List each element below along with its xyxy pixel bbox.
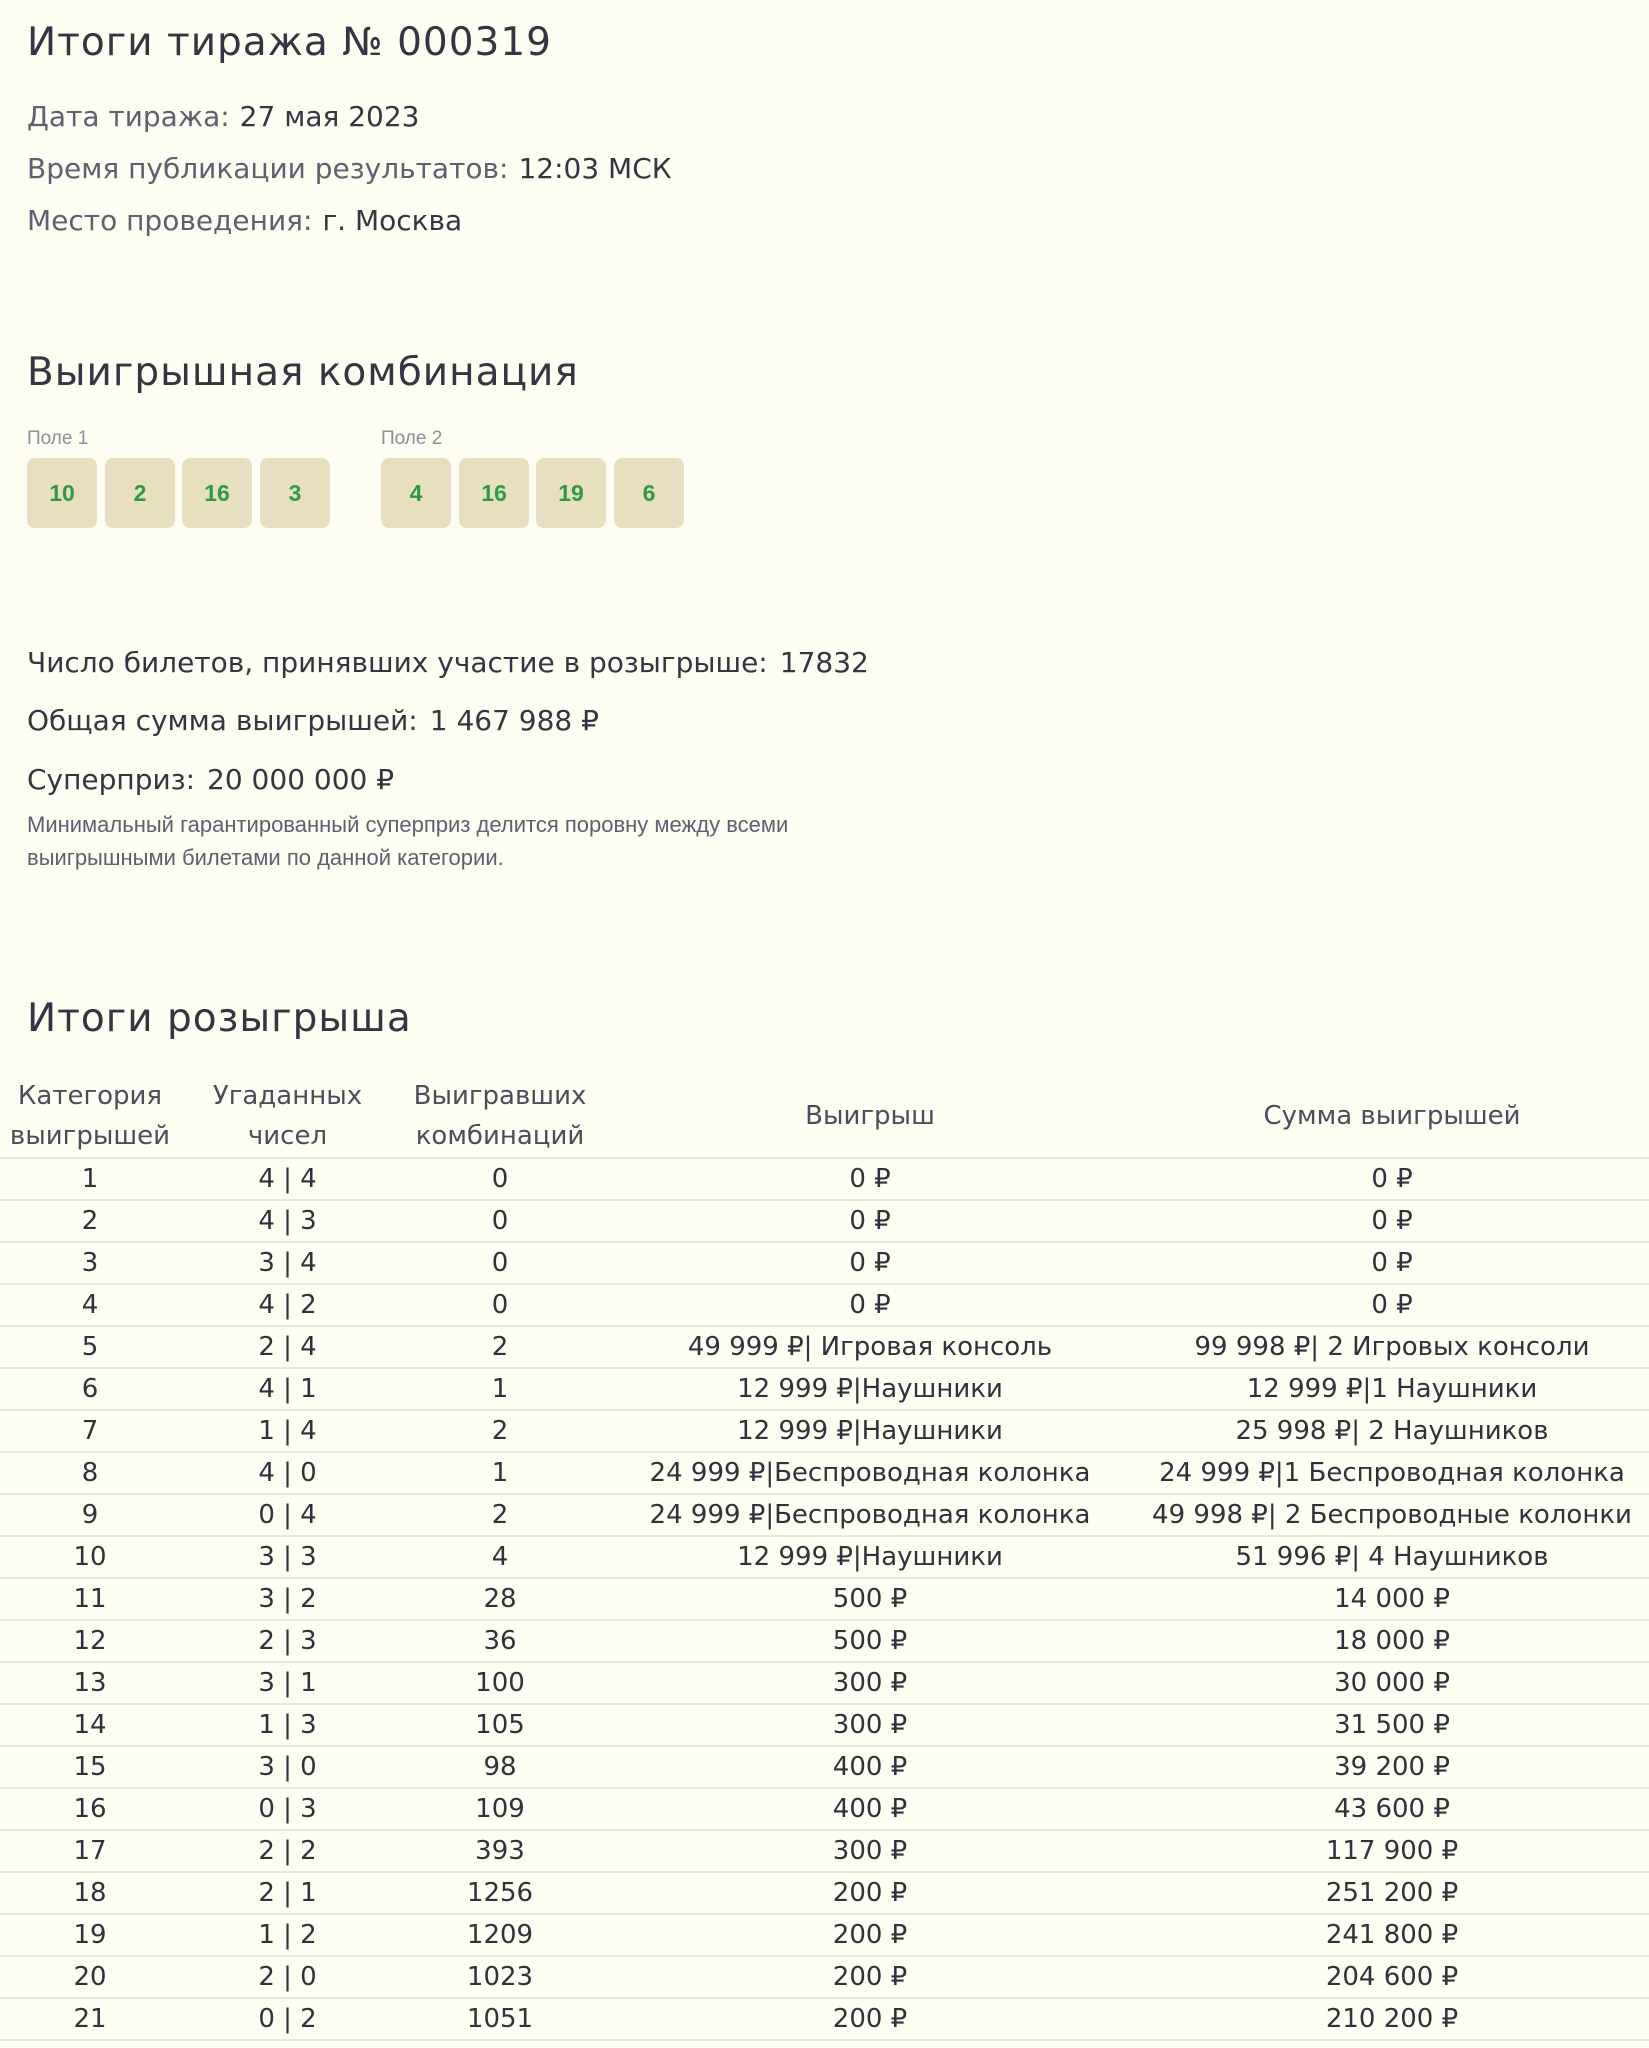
guessed-cell: 3 | 0 [180, 1746, 395, 1788]
draw-date-row [27, 100, 419, 133]
column-header-category: Категория выигрышей [0, 1074, 180, 1158]
prize-cell: 400 ₽ [605, 1746, 1135, 1788]
field1-label: Поле 1 [27, 428, 89, 449]
prize-cell: 200 ₽ [605, 1956, 1135, 1998]
table-row [0, 1872, 1649, 1914]
winning-combos-cell: 98 [395, 1746, 605, 1788]
guessed-cell: 4 | 3 [180, 1200, 395, 1242]
winning-combos-cell: 1023 [395, 1956, 605, 1998]
prize-sum-cell: 25 998 ₽| 2 Наушников [1135, 1410, 1649, 1452]
prize-sum-cell: 210 200 ₽ [1135, 1998, 1649, 2040]
category-cell: 9 [0, 1494, 180, 1536]
prize-sum-cell: 39 200 ₽ [1135, 1746, 1649, 1788]
category-cell: 19 [0, 1914, 180, 1956]
prize-cell: 49 999 ₽| Игровая консоль [605, 1326, 1135, 1368]
guessed-cell: 0 | 3 [180, 1788, 395, 1830]
field2-number: 6 [614, 458, 684, 528]
winning-combos-cell: 1051 [395, 1998, 605, 2040]
winning-combos-cell: 1 [395, 1452, 605, 1494]
winning-combos-cell: 1256 [395, 1872, 605, 1914]
prize-sum-cell: 12 999 ₽|1 Наушники [1135, 1368, 1649, 1410]
prize-cell: 0 ₽ [605, 1284, 1135, 1326]
table-row [0, 1158, 1649, 1200]
prize-cell: 24 999 ₽|Беспроводная колонка [605, 1494, 1135, 1536]
winning-combos-cell: 4 [395, 1536, 605, 1578]
superprize-row [27, 763, 394, 796]
table-row [0, 1284, 1649, 1326]
total-winnings-row [27, 704, 599, 737]
guessed-cell: 4 | 4 [180, 1158, 395, 1200]
guessed-cell: 4 | 0 [180, 1452, 395, 1494]
guessed-cell: 2 | 4 [180, 1326, 395, 1368]
column-header-prize: Выигрыш [605, 1074, 1135, 1158]
superprize-label: Суперприз: [27, 763, 196, 796]
prize-sum-cell: 49 998 ₽| 2 Беспроводные колонки [1135, 1494, 1649, 1536]
prize-sum-cell: 43 600 ₽ [1135, 1788, 1649, 1830]
total-winnings-label: Общая сумма выигрышей: [27, 704, 418, 737]
prize-cell: 300 ₽ [605, 1830, 1135, 1872]
place-value: г. Москва [322, 204, 463, 237]
guessed-cell: 2 | 0 [180, 1956, 395, 1998]
table-row [0, 1578, 1649, 1620]
table-row [0, 1746, 1649, 1788]
category-cell: 15 [0, 1746, 180, 1788]
winning-combos-cell: 393 [395, 1830, 605, 1872]
publish-time-label: Время публикации результатов: [27, 152, 509, 185]
table-row [0, 1326, 1649, 1368]
category-cell: 7 [0, 1410, 180, 1452]
winning-combos-cell: 100 [395, 1662, 605, 1704]
table-row [0, 1620, 1649, 1662]
table-row [0, 1830, 1649, 1872]
table-row [0, 1704, 1649, 1746]
prize-cell: 300 ₽ [605, 1704, 1135, 1746]
prize-cell: 400 ₽ [605, 1788, 1135, 1830]
draw-date-label: Дата тиража: [27, 100, 230, 133]
place-label: Место проведения: [27, 204, 313, 237]
guessed-cell: 4 | 1 [180, 1368, 395, 1410]
table-row [0, 1452, 1649, 1494]
field1-number: 10 [27, 458, 97, 528]
field2-number: 4 [381, 458, 451, 528]
prize-sum-cell: 0 ₽ [1135, 1200, 1649, 1242]
superprize-value: 20 000 000 ₽ [207, 763, 395, 796]
guessed-cell: 0 | 2 [180, 1998, 395, 2040]
prize-sum-cell: 0 ₽ [1135, 1158, 1649, 1200]
place-row [27, 204, 462, 237]
prize-cell: 24 999 ₽|Беспроводная колонка [605, 1452, 1135, 1494]
table-row [0, 1536, 1649, 1578]
superprize-note: Минимальный гарантированный суперприз делится поровну между всеми выигрышными билетами по данной категории. [27, 812, 789, 870]
guessed-cell: 0 | 4 [180, 1494, 395, 1536]
prize-cell: 0 ₽ [605, 1158, 1135, 1200]
field2-number: 16 [459, 458, 529, 528]
tickets-row [27, 646, 869, 679]
field1-number: 2 [105, 458, 175, 528]
guessed-cell: 4 | 2 [180, 1284, 395, 1326]
table-row [0, 1242, 1649, 1284]
guessed-cell: 3 | 4 [180, 1242, 395, 1284]
category-cell: 11 [0, 1578, 180, 1620]
table-row [0, 1956, 1649, 1998]
prize-cell: 200 ₽ [605, 1914, 1135, 1956]
table-row [0, 1410, 1649, 1452]
winning-combos-cell: 1209 [395, 1914, 605, 1956]
field1-number: 16 [182, 458, 252, 528]
category-cell: 8 [0, 1452, 180, 1494]
results-body [0, 1158, 1649, 2040]
category-cell: 5 [0, 1326, 180, 1368]
results-title: Итоги розыгрыша [27, 996, 412, 1041]
winning-combos-cell: 2 [395, 1410, 605, 1452]
prize-sum-cell: 30 000 ₽ [1135, 1662, 1649, 1704]
category-cell: 18 [0, 1872, 180, 1914]
category-cell: 16 [0, 1788, 180, 1830]
category-cell: 10 [0, 1536, 180, 1578]
guessed-cell: 1 | 4 [180, 1410, 395, 1452]
category-cell: 12 [0, 1620, 180, 1662]
tickets-label: Число билетов, принявших участие в розыгрыше: [27, 646, 768, 679]
prize-cell: 0 ₽ [605, 1200, 1135, 1242]
prize-sum-cell: 117 900 ₽ [1135, 1830, 1649, 1872]
prize-sum-cell: 241 800 ₽ [1135, 1914, 1649, 1956]
draw-date-value: 27 мая 2023 [239, 100, 420, 133]
guessed-cell: 2 | 1 [180, 1872, 395, 1914]
prize-sum-cell: 24 999 ₽|1 Беспроводная колонка [1135, 1452, 1649, 1494]
prize-sum-cell: 31 500 ₽ [1135, 1704, 1649, 1746]
prize-cell: 300 ₽ [605, 1662, 1135, 1704]
table-row [0, 1368, 1649, 1410]
category-cell: 3 [0, 1242, 180, 1284]
prize-sum-cell: 0 ₽ [1135, 1242, 1649, 1284]
guessed-cell: 3 | 3 [180, 1536, 395, 1578]
prize-cell: 500 ₽ [605, 1620, 1135, 1662]
guessed-cell: 2 | 3 [180, 1620, 395, 1662]
table-row [0, 1200, 1649, 1242]
category-cell: 21 [0, 1998, 180, 2040]
winning-combos-cell: 0 [395, 1284, 605, 1326]
prize-cell: 200 ₽ [605, 1872, 1135, 1914]
category-cell: 4 [0, 1284, 180, 1326]
category-cell: 17 [0, 1830, 180, 1872]
table-row [0, 1662, 1649, 1704]
table-row [0, 1494, 1649, 1536]
category-cell: 6 [0, 1368, 180, 1410]
column-header-guessed: Угаданных чисел [180, 1074, 395, 1158]
category-cell: 2 [0, 1200, 180, 1242]
prize-sum-cell: 204 600 ₽ [1135, 1956, 1649, 1998]
table-header-row [0, 1074, 1649, 1158]
results-table [0, 1074, 1649, 2041]
winning-combos-cell: 105 [395, 1704, 605, 1746]
winning-combos-cell: 0 [395, 1158, 605, 1200]
total-winnings-value: 1 467 988 ₽ [429, 704, 599, 737]
table-row [0, 1788, 1649, 1830]
guessed-cell: 1 | 2 [180, 1914, 395, 1956]
table-row [0, 1914, 1649, 1956]
winning-combos-cell: 1 [395, 1368, 605, 1410]
prize-cell: 200 ₽ [605, 1998, 1135, 2040]
field2-label: Поле 2 [381, 428, 443, 449]
column-header-winning-combos: Выигравших комбинаций [395, 1074, 605, 1158]
category-cell: 1 [0, 1158, 180, 1200]
guessed-cell: 3 | 1 [180, 1662, 395, 1704]
tickets-value: 17832 [779, 646, 869, 679]
category-cell: 13 [0, 1662, 180, 1704]
prize-sum-cell: 0 ₽ [1135, 1284, 1649, 1326]
guessed-cell: 1 | 3 [180, 1704, 395, 1746]
prize-cell: 12 999 ₽|Наушники [605, 1368, 1135, 1410]
category-cell: 14 [0, 1704, 180, 1746]
winning-combination-title: Выигрышная комбинация [27, 350, 579, 395]
prize-sum-cell: 51 996 ₽| 4 Наушников [1135, 1536, 1649, 1578]
publish-time-value: 12:03 МСК [518, 152, 672, 185]
prize-cell: 0 ₽ [605, 1242, 1135, 1284]
winning-combos-cell: 28 [395, 1578, 605, 1620]
prize-cell: 12 999 ₽|Наушники [605, 1410, 1135, 1452]
winning-combos-cell: 36 [395, 1620, 605, 1662]
page-title: Итоги тиража № 000319 [27, 20, 552, 65]
winning-combos-cell: 2 [395, 1326, 605, 1368]
publish-time-row [27, 152, 672, 185]
prize-sum-cell: 18 000 ₽ [1135, 1620, 1649, 1662]
winning-combos-cell: 2 [395, 1494, 605, 1536]
prize-sum-cell: 251 200 ₽ [1135, 1872, 1649, 1914]
category-cell: 20 [0, 1956, 180, 1998]
guessed-cell: 2 | 2 [180, 1830, 395, 1872]
column-header-prize-sum: Сумма выигрышей [1135, 1074, 1649, 1158]
field2-number: 19 [536, 458, 606, 528]
winning-combos-cell: 0 [395, 1242, 605, 1284]
guessed-cell: 3 | 2 [180, 1578, 395, 1620]
winning-combos-cell: 0 [395, 1200, 605, 1242]
table-row [0, 1998, 1649, 2040]
prize-sum-cell: 14 000 ₽ [1135, 1578, 1649, 1620]
prize-cell: 500 ₽ [605, 1578, 1135, 1620]
winning-combos-cell: 109 [395, 1788, 605, 1830]
prize-cell: 12 999 ₽|Наушники [605, 1536, 1135, 1578]
field1-number: 3 [260, 458, 330, 528]
prize-sum-cell: 99 998 ₽| 2 Игровых консоли [1135, 1326, 1649, 1368]
